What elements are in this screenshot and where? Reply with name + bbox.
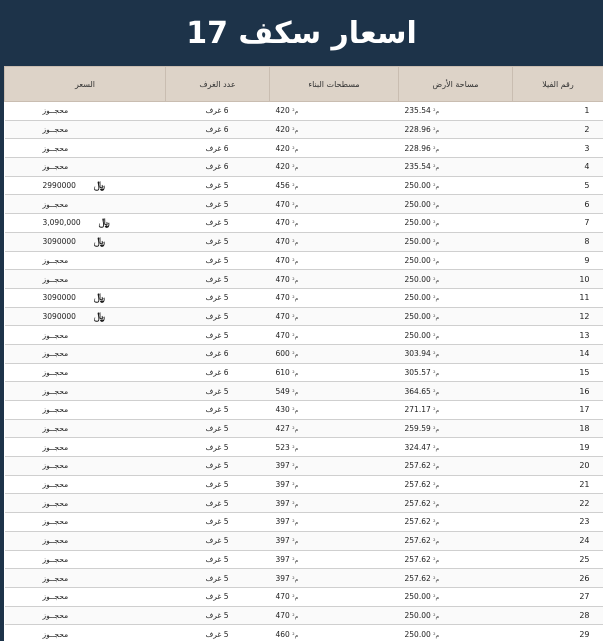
table-row	[5, 475, 603, 494]
room-count-cell: 5 غرف	[166, 587, 270, 606]
riyal-icon: ﷼	[93, 180, 105, 192]
land-area-cell: م² 250.00	[399, 326, 513, 345]
land-area-cell: م² 250.00	[399, 270, 513, 289]
price-cell: ﷼3,090,000	[5, 214, 166, 233]
header-villa-number: رقم الفيلا	[513, 67, 603, 102]
price-cell: محجــوز	[5, 550, 166, 569]
sqm-unit: م²	[292, 575, 299, 583]
sqm-unit: م²	[292, 426, 299, 434]
sqm-unit: م²	[292, 164, 299, 172]
built-area-cell: م² 427	[270, 419, 399, 438]
sqm-unit: م²	[292, 388, 299, 396]
table-row	[5, 288, 603, 307]
sqm-unit: م²	[292, 612, 299, 620]
sqm-unit: م²	[433, 369, 440, 377]
land-area-cell: م² 257.62	[399, 550, 513, 569]
table-row	[5, 139, 603, 158]
sqm-unit: م²	[433, 388, 440, 396]
sqm-unit: م²	[433, 612, 440, 620]
table-row	[5, 251, 603, 270]
table-row	[5, 401, 603, 420]
built-area-cell: م² 470	[270, 214, 399, 233]
sqm-unit: م²	[433, 108, 440, 116]
built-area-cell: م² 523	[270, 438, 399, 457]
room-count-cell: 6 غرف	[166, 158, 270, 177]
price-cell: محجــوز	[5, 494, 166, 513]
built-area-cell: م² 397	[270, 494, 399, 513]
sqm-unit: م²	[292, 631, 299, 639]
villa-number-cell: 9	[513, 251, 603, 270]
built-area-cell: م² 470	[270, 232, 399, 251]
table-row	[5, 232, 603, 251]
price-cell: محجــوز	[5, 606, 166, 625]
built-area-cell: م² 456	[270, 176, 399, 195]
price-cell: محجــوز	[5, 102, 166, 121]
land-area-cell: م² 257.62	[399, 531, 513, 550]
price-cell: محجــوز	[5, 401, 166, 420]
sqm-unit: م²	[433, 594, 440, 602]
table-row	[5, 438, 603, 457]
table-row	[5, 120, 603, 139]
sqm-unit: م²	[433, 183, 440, 191]
built-area-cell: م² 420	[270, 120, 399, 139]
table-row	[5, 363, 603, 382]
sqm-unit: م²	[433, 332, 440, 340]
sqm-unit: م²	[292, 201, 299, 209]
room-count-cell: 6 غرف	[166, 363, 270, 382]
room-count-cell: 5 غرف	[166, 475, 270, 494]
land-area-cell: م² 250.00	[399, 214, 513, 233]
land-area-cell: م² 250.00	[399, 195, 513, 214]
sqm-unit: م²	[292, 519, 299, 527]
table-row	[5, 195, 603, 214]
sqm-unit: م²	[292, 108, 299, 116]
table-row	[5, 382, 603, 401]
price-cell: محجــوز	[5, 569, 166, 588]
villa-number-cell: 10	[513, 270, 603, 289]
table-row	[5, 214, 603, 233]
table-row	[5, 625, 603, 641]
price-cell: محجــوز	[5, 531, 166, 550]
room-count-cell: 6 غرف	[166, 102, 270, 121]
riyal-icon: ﷼	[93, 236, 105, 248]
sqm-unit: م²	[292, 594, 299, 602]
built-area-cell: م² 397	[270, 457, 399, 476]
land-area-cell: م² 259.59	[399, 419, 513, 438]
land-area-cell: م² 250.00	[399, 307, 513, 326]
built-area-cell: م² 470	[270, 307, 399, 326]
room-count-cell: 6 غرف	[166, 344, 270, 363]
sqm-unit: م²	[433, 351, 440, 359]
sqm-unit: م²	[292, 444, 299, 452]
table-row	[5, 531, 603, 550]
villa-number-cell: 28	[513, 606, 603, 625]
price-cell: محجــوز	[5, 475, 166, 494]
room-count-cell: 5 غرف	[166, 606, 270, 625]
room-count-cell: 5 غرف	[166, 176, 270, 195]
header-banner	[0, 0, 603, 66]
built-area-cell: م² 430	[270, 401, 399, 420]
sqm-unit: م²	[292, 239, 299, 247]
price-cell: ﷼3090000	[5, 288, 166, 307]
land-area-cell: م² 305.57	[399, 363, 513, 382]
price-cell: محجــوز	[5, 625, 166, 641]
villa-number-cell: 14	[513, 344, 603, 363]
villa-number-cell: 12	[513, 307, 603, 326]
sqm-unit: م²	[433, 295, 440, 303]
table-row	[5, 513, 603, 532]
price-cell: محجــوز	[5, 587, 166, 606]
room-count-cell: 5 غرف	[166, 457, 270, 476]
sqm-unit: م²	[292, 538, 299, 546]
sqm-unit: م²	[433, 276, 440, 284]
price-cell: محجــوز	[5, 270, 166, 289]
sqm-unit: م²	[433, 313, 440, 321]
room-count-cell: 5 غرف	[166, 195, 270, 214]
table-row	[5, 457, 603, 476]
sqm-unit: م²	[433, 164, 440, 172]
sqm-unit: م²	[433, 426, 440, 434]
room-count-cell: 5 غرف	[166, 513, 270, 532]
price-cell: محجــوز	[5, 120, 166, 139]
built-area-cell: م² 397	[270, 569, 399, 588]
room-count-cell: 5 غرف	[166, 494, 270, 513]
villa-number-cell: 17	[513, 401, 603, 420]
table-row	[5, 176, 603, 195]
price-cell: محجــوز	[5, 382, 166, 401]
sqm-unit: م²	[433, 631, 440, 639]
room-count-cell: 5 غرف	[166, 419, 270, 438]
villa-number-cell: 21	[513, 475, 603, 494]
sqm-unit: م²	[292, 351, 299, 359]
villa-number-cell: 7	[513, 214, 603, 233]
villa-number-cell: 1	[513, 102, 603, 121]
built-area-cell: م² 610	[270, 363, 399, 382]
built-area-cell: م² 397	[270, 475, 399, 494]
table-row	[5, 606, 603, 625]
sqm-unit: م²	[433, 500, 440, 508]
sqm-unit: م²	[433, 127, 440, 135]
land-area-cell: م² 364.65	[399, 382, 513, 401]
villa-number-cell: 11	[513, 288, 603, 307]
sqm-unit: م²	[433, 444, 440, 452]
built-area-cell: م² 397	[270, 550, 399, 569]
sqm-unit: م²	[292, 257, 299, 265]
price-sheet	[4, 66, 603, 641]
price-cell: محجــوز	[5, 195, 166, 214]
table-row	[5, 270, 603, 289]
built-area-cell: م² 420	[270, 102, 399, 121]
sqm-unit: م²	[433, 257, 440, 265]
villa-number-cell: 25	[513, 550, 603, 569]
sqm-unit: م²	[433, 201, 440, 209]
riyal-icon: ﷼	[98, 217, 110, 229]
built-area-cell: م² 549	[270, 382, 399, 401]
room-count-cell: 5 غرف	[166, 625, 270, 641]
built-area-cell: م² 470	[270, 326, 399, 345]
land-area-cell: م² 250.00	[399, 587, 513, 606]
price-cell: محجــوز	[5, 363, 166, 382]
villa-number-cell: 6	[513, 195, 603, 214]
sqm-unit: م²	[292, 313, 299, 321]
built-area-cell: م² 460	[270, 625, 399, 641]
land-area-cell: م² 257.62	[399, 513, 513, 532]
table-row	[5, 326, 603, 345]
room-count-cell: 5 غرف	[166, 569, 270, 588]
price-cell: ﷼3090000	[5, 232, 166, 251]
riyal-icon: ﷼	[93, 292, 105, 304]
land-area-cell: م² 271.17	[399, 401, 513, 420]
price-cell: ﷼2990000	[5, 176, 166, 195]
sqm-unit: م²	[433, 575, 440, 583]
table-row	[5, 307, 603, 326]
room-count-cell: 5 غرف	[166, 232, 270, 251]
sqm-unit: م²	[433, 463, 440, 471]
built-area-cell: م² 397	[270, 513, 399, 532]
villa-number-cell: 27	[513, 587, 603, 606]
sqm-unit: م²	[433, 407, 440, 415]
room-count-cell: 5 غرف	[166, 550, 270, 569]
villa-number-cell: 5	[513, 176, 603, 195]
sqm-unit: م²	[292, 463, 299, 471]
room-count-cell: 5 غرف	[166, 288, 270, 307]
built-area-cell: م² 470	[270, 288, 399, 307]
sqm-unit: م²	[433, 220, 440, 228]
price-cell: محجــوز	[5, 158, 166, 177]
built-area-cell: م² 420	[270, 158, 399, 177]
villa-number-cell: 13	[513, 326, 603, 345]
built-area-cell: م² 470	[270, 587, 399, 606]
room-count-cell: 5 غرف	[166, 214, 270, 233]
sqm-unit: م²	[433, 239, 440, 247]
sqm-unit: م²	[292, 407, 299, 415]
room-count-cell: 6 غرف	[166, 120, 270, 139]
header-price: السعر	[5, 67, 166, 102]
room-count-cell: 5 غرف	[166, 270, 270, 289]
land-area-cell: م² 228.96	[399, 139, 513, 158]
page-title: اسعار سكف 17	[186, 15, 417, 51]
built-area-cell: م² 470	[270, 251, 399, 270]
villa-number-cell: 3	[513, 139, 603, 158]
room-count-cell: 5 غرف	[166, 382, 270, 401]
price-cell: محجــوز	[5, 513, 166, 532]
built-area-cell: م² 470	[270, 606, 399, 625]
sqm-unit: م²	[292, 220, 299, 228]
villa-number-cell: 16	[513, 382, 603, 401]
sqm-unit: م²	[433, 556, 440, 564]
sqm-unit: م²	[292, 482, 299, 490]
villa-number-cell: 20	[513, 457, 603, 476]
sqm-unit: م²	[292, 500, 299, 508]
built-area-cell: م² 397	[270, 531, 399, 550]
land-area-cell: م² 250.00	[399, 176, 513, 195]
land-area-cell: م² 250.00	[399, 232, 513, 251]
sqm-unit: م²	[433, 145, 440, 153]
land-area-cell: م² 250.00	[399, 625, 513, 641]
room-count-cell: 5 غرف	[166, 251, 270, 270]
land-area-cell: م² 324.47	[399, 438, 513, 457]
price-cell: محجــوز	[5, 251, 166, 270]
land-area-cell: م² 257.62	[399, 569, 513, 588]
land-area-cell: م² 257.62	[399, 457, 513, 476]
villa-number-cell: 2	[513, 120, 603, 139]
header-built-area: مسطحات البناء	[270, 67, 399, 102]
sqm-unit: م²	[292, 127, 299, 135]
price-cell: ﷼3090000	[5, 307, 166, 326]
sqm-unit: م²	[292, 183, 299, 191]
built-area-cell: م² 470	[270, 270, 399, 289]
price-cell: محجــوز	[5, 344, 166, 363]
prices-table	[4, 66, 603, 641]
built-area-cell: م² 470	[270, 195, 399, 214]
riyal-icon: ﷼	[93, 310, 105, 322]
land-area-cell: م² 228.96	[399, 120, 513, 139]
land-area-cell: م² 250.00	[399, 606, 513, 625]
sqm-unit: م²	[292, 295, 299, 303]
sqm-unit: م²	[292, 332, 299, 340]
table-header-row	[5, 67, 603, 102]
land-area-cell: م² 257.62	[399, 494, 513, 513]
sqm-unit: م²	[433, 538, 440, 546]
table-row	[5, 550, 603, 569]
sqm-unit: م²	[433, 519, 440, 527]
table-row	[5, 344, 603, 363]
price-cell: محجــوز	[5, 438, 166, 457]
land-area-cell: م² 235.54	[399, 158, 513, 177]
room-count-cell: 5 غرف	[166, 531, 270, 550]
villa-number-cell: 8	[513, 232, 603, 251]
header-land-area: مساحة الأرض	[399, 67, 513, 102]
land-area-cell: م² 257.62	[399, 475, 513, 494]
land-area-cell: م² 303.94	[399, 344, 513, 363]
price-cell: محجــوز	[5, 326, 166, 345]
villa-number-cell: 23	[513, 513, 603, 532]
land-area-cell: م² 250.00	[399, 288, 513, 307]
sqm-unit: م²	[292, 276, 299, 284]
villa-number-cell: 29	[513, 625, 603, 641]
built-area-cell: م² 600	[270, 344, 399, 363]
sqm-unit: م²	[292, 145, 299, 153]
villa-number-cell: 24	[513, 531, 603, 550]
price-cell: محجــوز	[5, 419, 166, 438]
built-area-cell: م² 420	[270, 139, 399, 158]
room-count-cell: 6 غرف	[166, 139, 270, 158]
sqm-unit: م²	[292, 369, 299, 377]
room-count-cell: 5 غرف	[166, 326, 270, 345]
sqm-unit: م²	[292, 556, 299, 564]
room-count-cell: 5 غرف	[166, 401, 270, 420]
table-row	[5, 419, 603, 438]
sqm-unit: م²	[433, 482, 440, 490]
table-row	[5, 587, 603, 606]
table-row	[5, 158, 603, 177]
villa-number-cell: 19	[513, 438, 603, 457]
price-cell: محجــوز	[5, 139, 166, 158]
villa-number-cell: 22	[513, 494, 603, 513]
villa-number-cell: 15	[513, 363, 603, 382]
header-room-count: عدد الغرف	[166, 67, 270, 102]
land-area-cell: م² 250.00	[399, 251, 513, 270]
table-row	[5, 102, 603, 121]
villa-number-cell: 18	[513, 419, 603, 438]
land-area-cell: م² 235.54	[399, 102, 513, 121]
villa-number-cell: 4	[513, 158, 603, 177]
table-row	[5, 494, 603, 513]
price-cell: محجــوز	[5, 457, 166, 476]
room-count-cell: 5 غرف	[166, 307, 270, 326]
table-row	[5, 569, 603, 588]
villa-number-cell: 26	[513, 569, 603, 588]
room-count-cell: 5 غرف	[166, 438, 270, 457]
